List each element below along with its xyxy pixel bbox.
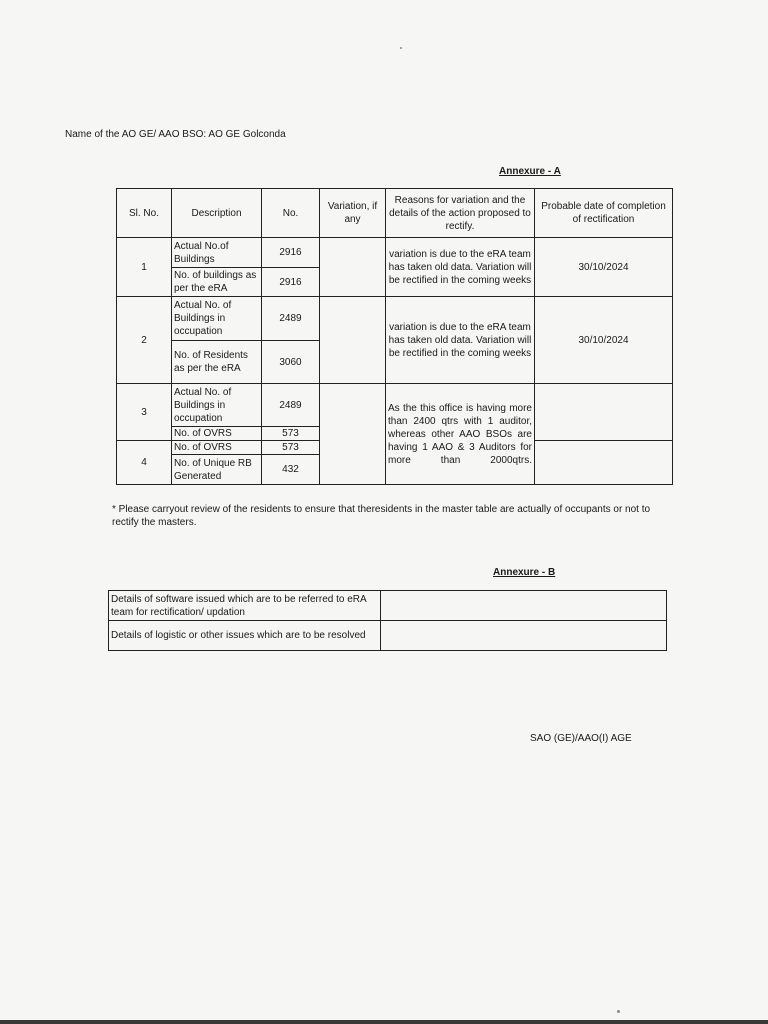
table-row xyxy=(117,297,673,341)
review-note: * Please carryout review of the residents to ensure that theresidents in the master table are actually of occupants or not to rectify the masters. xyxy=(112,504,651,528)
variation-cell xyxy=(320,297,386,384)
software-issues-value xyxy=(381,591,667,621)
signature-designation: SAO (GE)/AAO(I) AGE xyxy=(530,733,632,744)
description-cell: No. of OVRS xyxy=(172,427,262,441)
reason-cell: variation is due to the eRA team has taken old data. Variation will be rectified in the coming weeks xyxy=(386,238,535,297)
date-cell: 30/10/2024 xyxy=(535,238,673,297)
description-cell: No. of Residents as per the eRA xyxy=(172,341,262,384)
software-issues-label: Details of software issued which are to be referred to eRA team for rectification/ updation xyxy=(109,591,381,621)
table-row xyxy=(109,621,667,651)
table-header-row xyxy=(117,189,673,238)
col-header-sl-no: Sl. No. xyxy=(117,189,172,238)
description-cell: Actual No. of Buildings in occupation xyxy=(172,297,262,341)
number-cell: 2489 xyxy=(262,384,320,427)
description-cell: Actual No. of Buildings in occupation xyxy=(172,384,262,427)
table-row xyxy=(117,238,673,268)
col-header-no: No. xyxy=(262,189,320,238)
number-cell: 2489 xyxy=(262,297,320,341)
scan-speck xyxy=(400,47,402,49)
number-cell: 2916 xyxy=(262,268,320,297)
number-cell: 3060 xyxy=(262,341,320,384)
name-line: Name of the AO GE/ AAO BSO: AO GE Golconda xyxy=(65,129,286,140)
annexure-a-table xyxy=(116,188,673,485)
col-header-reasons: Reasons for variation and the details of the action proposed to rectify. xyxy=(386,189,535,238)
number-cell: 432 xyxy=(262,455,320,485)
variation-cell xyxy=(320,238,386,297)
number-cell: 573 xyxy=(262,441,320,455)
annexure-a-title: Annexure - A xyxy=(499,166,561,177)
table-row xyxy=(109,591,667,621)
table-row xyxy=(117,384,673,427)
col-header-description: Description xyxy=(172,189,262,238)
reason-cell: As the this office is having more than 2400 qtrs with 1 auditor, whereas other AAO BSOs are having 1 AAO & 3 Auditors for more than 2000qtrs. xyxy=(386,384,535,485)
annexure-b-title: Annexure - B xyxy=(493,567,556,578)
date-cell: 30/10/2024 xyxy=(535,297,673,384)
scan-bottom-edge xyxy=(0,1020,768,1024)
logistic-issues-value xyxy=(381,621,667,651)
number-cell: 2916 xyxy=(262,238,320,268)
sl-no-cell: 1 xyxy=(117,238,172,297)
variation-cell xyxy=(320,384,386,485)
sl-no-cell: 2 xyxy=(117,297,172,384)
col-header-probable-date: Probable date of completion of rectification xyxy=(535,189,673,238)
col-header-variation: Variation, if any xyxy=(320,189,386,238)
logistic-issues-label: Details of logistic or other issues which are to be resolved xyxy=(109,621,381,651)
description-cell: Actual No.of Buildings xyxy=(172,238,262,268)
description-cell: No. of buildings as per the eRA xyxy=(172,268,262,297)
date-cell xyxy=(535,384,673,441)
annexure-b-table xyxy=(108,590,667,651)
description-cell: No. of OVRS xyxy=(172,441,262,455)
scan-speck xyxy=(617,1010,620,1013)
sl-no-cell: 4 xyxy=(117,441,172,485)
sl-no-cell: 3 xyxy=(117,384,172,441)
reason-cell: variation is due to the eRA team has taken old data. Variation will be rectified in the coming weeks xyxy=(386,297,535,384)
date-cell xyxy=(535,441,673,485)
description-cell: No. of Unique RB Generated xyxy=(172,455,262,485)
number-cell: 573 xyxy=(262,427,320,441)
